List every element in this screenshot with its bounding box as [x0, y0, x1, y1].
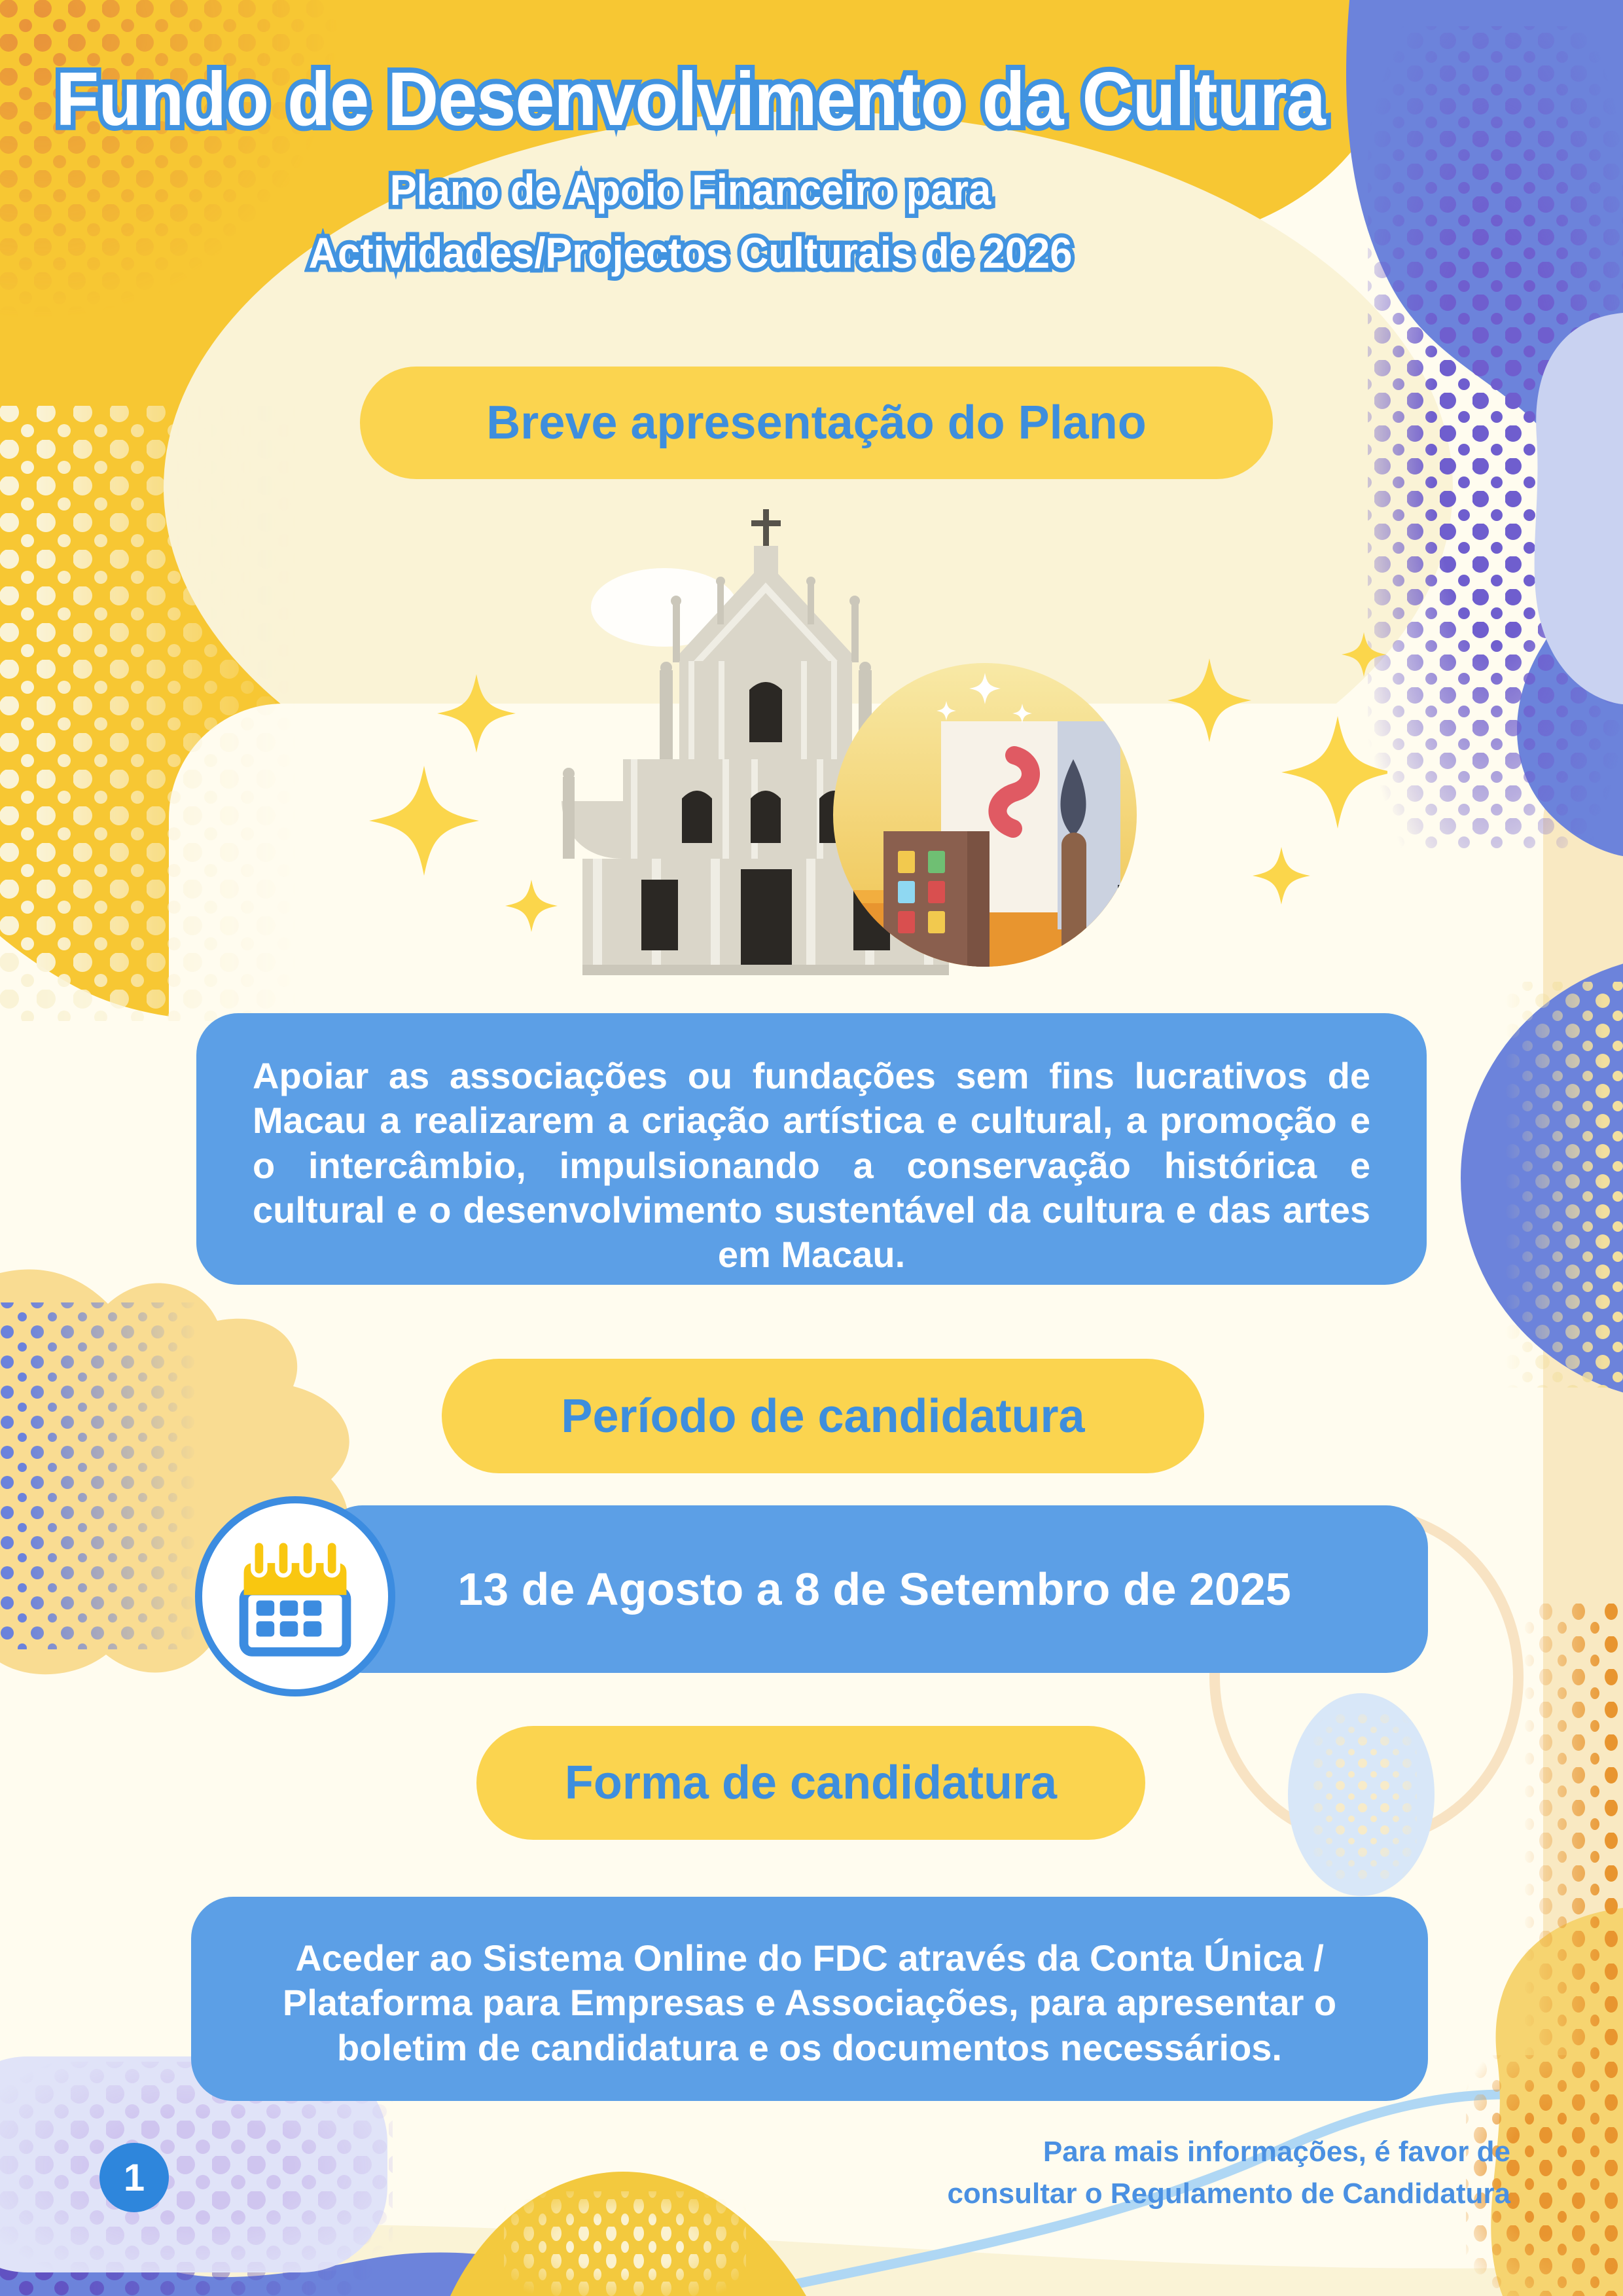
- section-heading-period-label: Período de candidatura: [561, 1390, 1085, 1443]
- page-subtitle-line2: Actividades/Projectos Culturais de 2026 Actividades/Projectos Culturais de 2026: [48, 228, 1332, 278]
- calendar-icon: [226, 1527, 365, 1666]
- footer-note-line2: consultar o Regulamento de Candidatura: [947, 2177, 1510, 2210]
- footer-note-line1: Para mais informações, é favor de: [1043, 2136, 1510, 2168]
- page-title: Fundo de Desenvolvimento da Cultura Fundo de Desenvolvimento da Cultura: [48, 55, 1332, 143]
- section-heading-method: [476, 1726, 1145, 1840]
- page-number: 1: [123, 2156, 145, 2199]
- section-heading-intro: [360, 367, 1273, 479]
- application-period-dates: 13 de Agosto a 8 de Setembro de 2025: [457, 1564, 1291, 1615]
- footer-note: [947, 2131, 1510, 2215]
- halftone-cream-mound: [504, 2191, 746, 2296]
- page-subtitle-line1: Plano de Apoio Financeiro para Plano de Apoio Financeiro para: [48, 165, 1332, 215]
- halftone-cream-egg: [1312, 1712, 1417, 1882]
- halftone-blue-on-sun: [0, 1302, 209, 1649]
- halftone-gold-on-periwinkle: [1499, 982, 1623, 1388]
- intro-text-box: [196, 1013, 1427, 1285]
- method-text-box: [191, 1897, 1428, 2101]
- method-text: Aceder ao Sistema Online do FDC através da Conta Única / Plataforma para Empresas e Associações, para apresentar o boletim de candidatura e os documentos necessários.: [282, 1937, 1337, 2068]
- section-heading-period: [442, 1359, 1204, 1473]
- section-heading-intro-label: Breve apresentação do Plano: [486, 397, 1147, 449]
- illustration: [366, 505, 1387, 993]
- halftone-cream-left: [0, 406, 314, 1021]
- calendar-badge: [195, 1496, 395, 1696]
- application-period-bar: [321, 1505, 1428, 1673]
- page-number-badge: [99, 2143, 169, 2212]
- section-heading-method-label: Forma de candidatura: [564, 1757, 1058, 1809]
- intro-text: Apoiar as associações ou fundações sem fins lucrativos de Macau a realizarem a criação artística e cultural, a promoção e o intercâmbio, impulsionando a conservação histórica e cultural e o desenvolvimento sustentável da cultura e das artes em Macau.: [253, 1055, 1370, 1276]
